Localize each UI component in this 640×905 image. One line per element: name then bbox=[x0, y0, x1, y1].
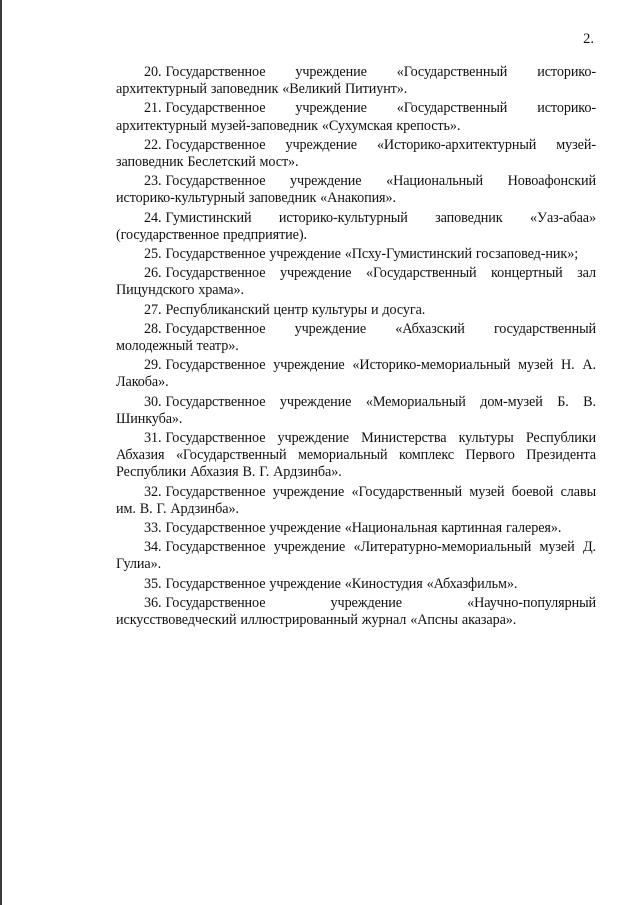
item-number: 32. bbox=[144, 483, 162, 500]
item-text: Государственное учреждение «Мемориальный дом-музей Б. В. Шинкуба». bbox=[116, 393, 596, 427]
item-text: Государственное учреждение «Абхазский государственный молодежный театр». bbox=[116, 320, 596, 355]
item-text: Государственное учреждение «Государственный историко-архитектурный музей-заповедник «Сухумская крепость». bbox=[116, 100, 596, 134]
item-number: 28. bbox=[144, 320, 162, 337]
list-item bbox=[116, 173, 596, 207]
list-item bbox=[116, 357, 596, 391]
item-text: Государственное учреждение «Национальная картинная галерея». bbox=[165, 520, 562, 537]
item-text: Государственное учреждение «Историко-архитектурный музей-заповедник Беслетский мост». bbox=[116, 136, 596, 171]
list-item bbox=[116, 210, 596, 244]
list-item bbox=[116, 321, 596, 355]
list-item bbox=[116, 246, 596, 263]
list-item bbox=[116, 484, 596, 518]
item-text: Государственное учреждение Министерства культуры Республики Абхазия «Государственный мемориальный комплекс Первого Президента Республики Абхазия В. Г. Ардзинба». bbox=[116, 430, 596, 481]
item-text: Республиканский центр культуры и досуга. bbox=[165, 301, 426, 318]
item-number: 29. bbox=[144, 357, 162, 374]
list-item bbox=[116, 539, 596, 573]
list-item bbox=[116, 595, 596, 629]
item-text: Государственное учреждение «Государственный историко-архитектурный заповедник «Великий Питиунт». bbox=[116, 64, 596, 98]
scan-left-edge bbox=[0, 0, 2, 905]
item-number: 27. bbox=[144, 301, 162, 318]
item-text: Государственное учреждение «Литературно-мемориальный музей Д. Гулиа». bbox=[116, 539, 596, 573]
item-number: 24. bbox=[144, 209, 162, 226]
list-item bbox=[116, 302, 596, 319]
item-text: Гумистинский историко-культурный заповедник «Уаз-абаа» (государственное предприятие). bbox=[116, 209, 596, 243]
list-item bbox=[116, 394, 596, 428]
item-number: 34. bbox=[144, 539, 162, 556]
item-text: Государственное учреждение «Национальный Новоафонский историко-культурный заповедник «Анакопия». bbox=[116, 173, 596, 207]
item-text: Государственное учреждение «Киностудия «Абхазфильм». bbox=[165, 575, 518, 592]
page-number: 2. bbox=[583, 31, 594, 47]
item-text: Государственное учреждение «Историко-мемориальный музей Н. А. Лакоба». bbox=[116, 357, 596, 391]
item-text: Государственное учреждение «Государственный концертный зал Пицундского храма». bbox=[116, 265, 596, 299]
item-number: 33. bbox=[144, 520, 162, 537]
item-number: 21. bbox=[144, 100, 162, 117]
item-number: 22. bbox=[144, 136, 162, 153]
item-number: 25. bbox=[144, 246, 162, 263]
item-number: 36. bbox=[144, 594, 162, 611]
list-item bbox=[116, 576, 596, 593]
item-number: 23. bbox=[144, 173, 162, 190]
item-number: 26. bbox=[144, 265, 162, 282]
item-text: Государственное учреждение «Государственный музей боевой славы им. В. Г. Ардзинба». bbox=[116, 483, 596, 517]
list-item bbox=[116, 100, 596, 134]
item-text: Государственное учреждение «Псху-Гумистинский госзаповед-ник»; bbox=[165, 246, 579, 263]
item-text: Государственное учреждение «Научно-популярный искусствоведческий иллюстрированный журнал «Апсны аказара». bbox=[116, 594, 596, 629]
list-item bbox=[116, 64, 596, 98]
list-item bbox=[116, 265, 596, 299]
institution-list bbox=[116, 64, 596, 631]
list-item bbox=[116, 137, 596, 171]
item-number: 35. bbox=[144, 575, 162, 592]
item-number: 30. bbox=[144, 393, 162, 410]
list-item bbox=[116, 430, 596, 482]
item-number: 20. bbox=[144, 64, 162, 80]
list-item bbox=[116, 520, 596, 537]
item-number: 31. bbox=[144, 430, 162, 447]
